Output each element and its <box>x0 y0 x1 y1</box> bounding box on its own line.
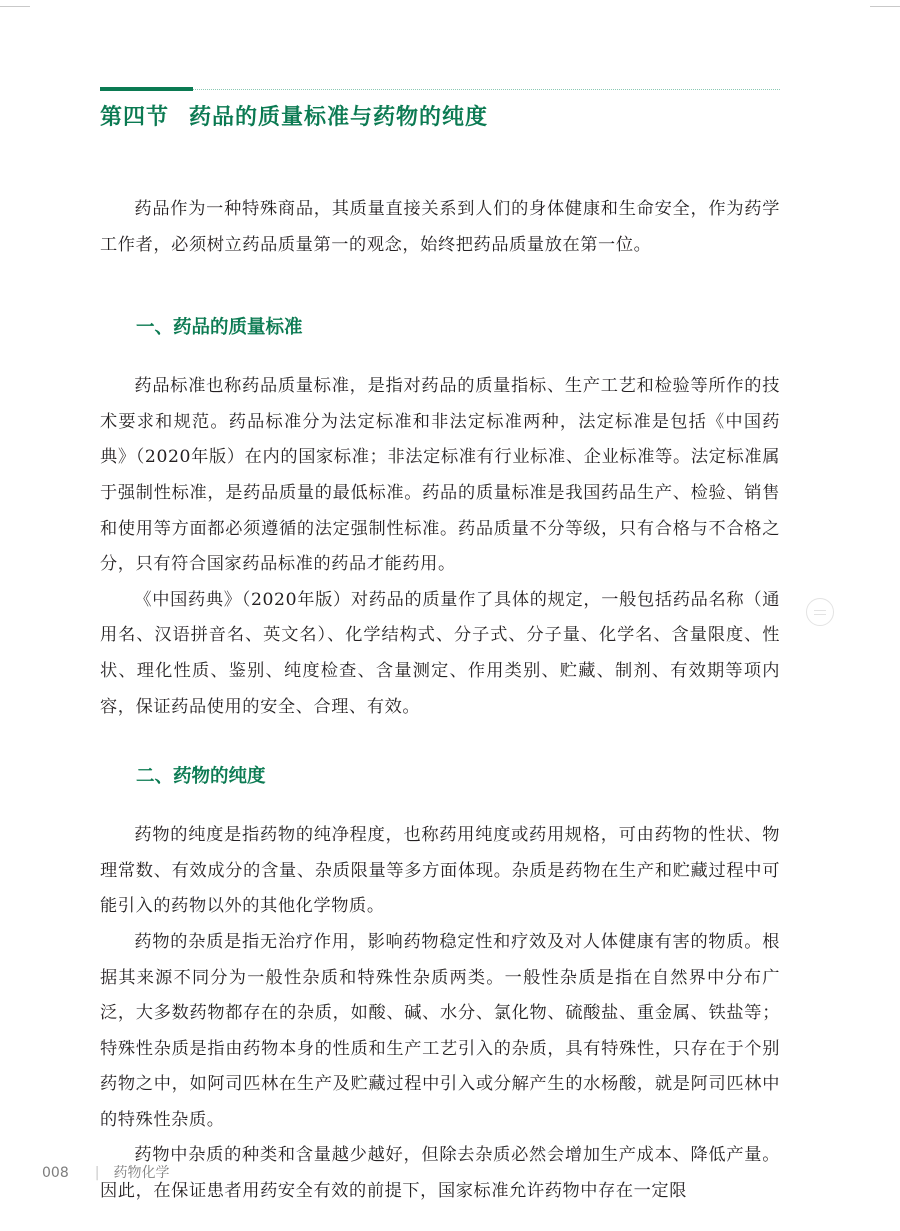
footer-separator: | <box>94 1165 100 1181</box>
paragraph: 药物的纯度是指药物的纯净程度，也称药用纯度或药用规格，可由药物的性状、物理常数、有效成分的含量、杂质限量等多方面体现。杂质是药物在生产和贮藏过程中可能引入的药物以外的其他化学物质。 <box>100 825 780 917</box>
paragraph: 《中国药典》（2020年版）对药品的质量作了具体的规定，一般包括药品名称（通用名、汉语拼音名、英文名）、化学结构式、分子式、分子量、化学名、含量限度、性状、理化性质、鉴别、纯度检查、含量测定、作用类别、贮藏、制剂、有效期等项内容，保证药品使用的安全、合理、有效。 <box>100 589 780 717</box>
crop-mark-right <box>870 0 900 7</box>
section-number: 第四节 <box>100 104 170 130</box>
paragraph: 药物中杂质的种类和含量越少越好，但除去杂质必然会增加生产成本、降低产量。因此，在保证患者用药安全有效的前提下，国家标准允许药物中存在一定限 <box>100 1145 780 1202</box>
header-dotted-rule <box>100 89 780 90</box>
intro-paragraph: 药品作为一种特殊商品，其质量直接关系到人们的身体健康和生命安全，作为药学工作者，必须树立药品质量第一的观念，始终把药品质量放在第一位。 <box>100 199 780 255</box>
subheading-quality-standard: 一、药品的质量标准 <box>136 317 303 339</box>
margin-watermark-icon <box>806 598 834 626</box>
book-title: 药物化学 <box>113 1165 170 1181</box>
section-heading <box>100 100 488 131</box>
paragraph: 药品标准也称药品质量标准，是指对药品的质量指标、生产工艺和检验等所作的技术要求和规范。药品标准分为法定标准和非法定标准两种，法定标准是包括《中国药典》（2020年版）在内的国家标准；非法定标准有行业标准、企业标准等。法定标准属于强制性标准，是药品质量的最低标准。药品的质量标准是我国药品生产、检验、销售和使用等方面都必须遵循的法定强制性标准。药品质量不分等级，只有合格与不合格之分，只有符合国家药品标准的药品才能药用。 <box>100 376 780 575</box>
section-title: 药品的质量标准与药物的纯度 <box>189 104 489 130</box>
paragraph: 药物的杂质是指无治疗作用，影响药物稳定性和疗效及对人体健康有害的物质。根据其来源不同分为一般性杂质和特殊性杂质两类。一般性杂质是指在自然界中分布广泛，大多数药物都存在的杂质，如酸、碱、水分、氯化物、硫酸盐、重金属、铁盐等；特殊性杂质是指由药物本身的性质和生产工艺引入的杂质，具有特殊性，只存在于个别药物之中，如阿司匹林在生产及贮藏过程中引入或分解产生的水杨酸，就是阿司匹林中的特殊性杂质。 <box>100 931 780 1130</box>
header-accent-bar <box>100 87 193 91</box>
page-number: 008 <box>42 1165 69 1181</box>
subheading-drug-purity: 二、药物的纯度 <box>136 766 266 788</box>
page-footer <box>42 1162 169 1182</box>
page-body <box>100 192 780 1210</box>
crop-mark-left <box>0 0 30 7</box>
